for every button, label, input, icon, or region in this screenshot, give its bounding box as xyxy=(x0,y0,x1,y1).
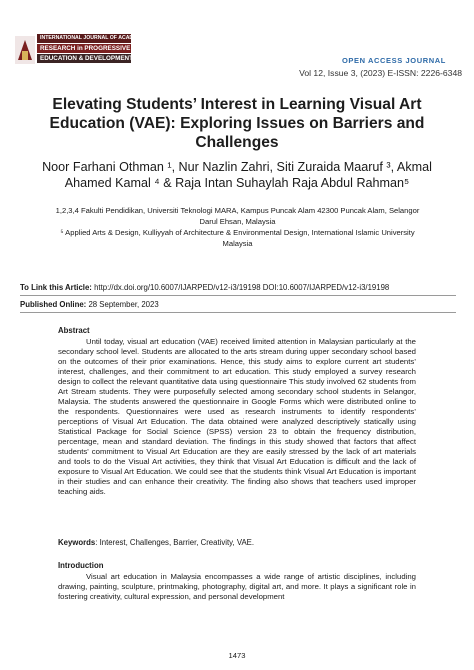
doi-link[interactable]: http://dx.doi.org/10.6007/IJARPED/v12-i3/19198 DOI:10.6007/IJARPED/v12-i3/19198 xyxy=(94,283,390,292)
journal-emblem-icon xyxy=(15,36,35,64)
logo-line-1: INTERNATIONAL JOURNAL OF ACADEMIC xyxy=(37,34,131,43)
logo-line-3: EDUCATION & DEVELOPMENT xyxy=(37,54,131,63)
article-link-line xyxy=(20,283,389,292)
keywords-value: : Interest, Challenges, Barrier, Creativity, VAE. xyxy=(95,538,255,547)
journal-logo xyxy=(15,34,147,66)
keywords-line xyxy=(58,538,254,547)
published-label: Published Online: xyxy=(20,300,87,309)
affiliations xyxy=(55,205,420,249)
author-list: Noor Farhani Othman ¹, Nur Nazlin Zahri, Siti Zuraida Maaruf ³, Akmal Ahamed Kamal ⁴ & Raja Intan Suhaylah Raja Abdul Rahman⁵ xyxy=(42,160,432,190)
introduction-heading: Introduction xyxy=(58,561,104,570)
affiliation-1: 1,2,3,4 Fakulti Pendidikan, Universiti Teknologi MARA, Kampus Puncak Alam 42300 Puncak Alam, Selangor Darul Ehsan, Malaysia xyxy=(55,206,420,226)
keywords-label: Keywords xyxy=(58,538,96,547)
introduction-body: Visual art education in Malaysia encompasses a wide range of artistic disciplines, including drawing, painting, sculpture, printmaking, photography, digital art, and more. It plays a significant role in fostering creativity, cultural expression, and personal development xyxy=(58,572,416,601)
abstract-body: Until today, visual art education (VAE) received limited attention in Malaysian particularly at the secondary school level. Students are allocated to the arts stream during upper secondary school based on the outcomes of their prior examinations. Hence, this study aims to explore current art students’ interest, challenges, and their commitment to art education. This study employed a survey research design to collect the relevant quantitative data using questionnaire This study involved 62 students from Art Stream students. They were purposefully selected among secondary school students in Selangor, Malaysia. The students answered the questionnaire in Google Forms which were distributed online to the respondents. Questionnaires were used as research instruments to identify respondents’ perceptions of Visual Art Education. The data obtained were analyzed descriptively statically using Statistical Package for Social Science (SPSS) version 23 to obtain the frequency distribution, percentage, mean and standard deviation. The findings in this study showed that factors that affect students' commitment to Visual Art Education are they are easily stressed by the lack of art materials and tools to do the Visual Art activities, they think that Visual Art Education is difficult and the lack of exposure to Visual Art Education. We could see that the students think Visual Art Education is important in their studies and can enhance their creativity. The finding also shows that teachers used improper teaching aids. xyxy=(58,337,416,496)
article-title: Elevating Students’ Interest in Learning Visual Art Education (VAE): Exploring Issues on Barriers and Challenges xyxy=(49,96,425,151)
published-line xyxy=(20,300,159,309)
abstract-heading: Abstract xyxy=(58,326,90,335)
logo-line-2: RESEARCH in PROGRESSIVE xyxy=(37,44,131,53)
open-access-label: OPEN ACCESS JOURNAL xyxy=(341,56,446,65)
divider xyxy=(20,312,456,313)
published-date: 28 September, 2023 xyxy=(88,300,159,309)
link-label: To Link this Article: xyxy=(20,283,92,292)
page-number: 1473 xyxy=(228,651,246,660)
affiliation-2: ⁵ Applied Arts & Design, Kulliyyah of Architecture & Environmental Design, International Islamic University Malaysia xyxy=(60,228,415,248)
divider xyxy=(20,295,456,296)
volume-line: Vol 12, Issue 3, (2023) E-ISSN: 2226-6348 xyxy=(299,68,462,78)
